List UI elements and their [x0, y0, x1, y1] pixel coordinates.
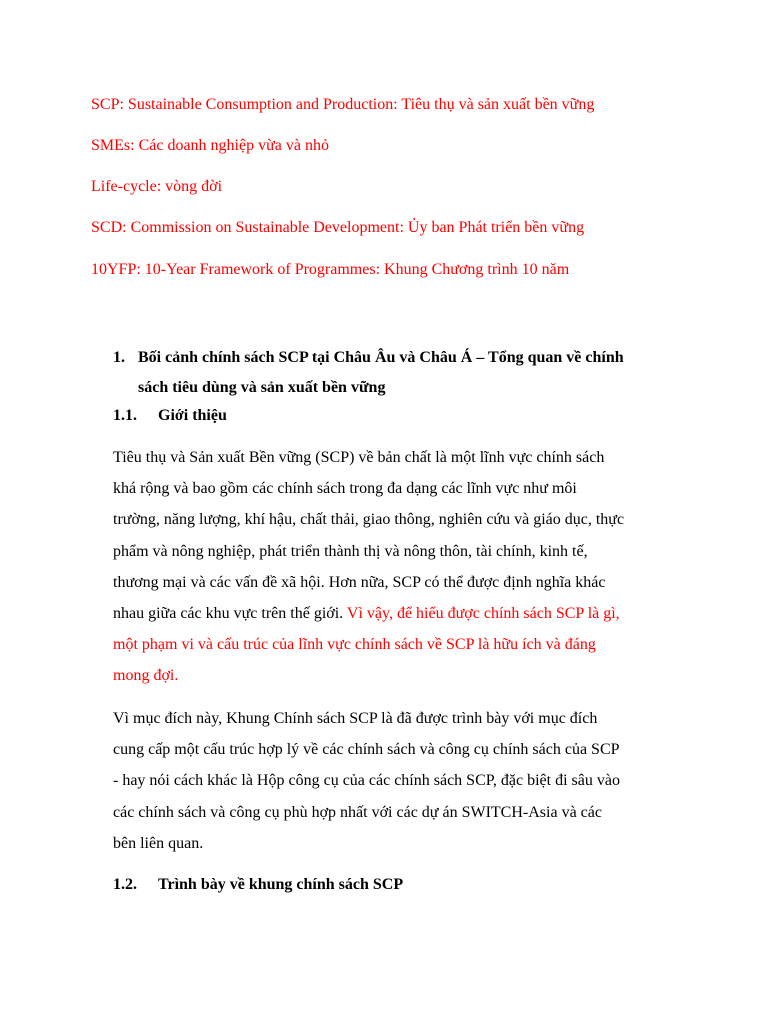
section-1-title-line2: sách tiêu dùng và sản xuất bền vững — [138, 379, 386, 396]
paragraph-line: - hay nói cách khác là Hộp công cụ của các chính sách SCP, đặc biệt đi sâu vào — [113, 772, 620, 790]
paragraph-line: khá rộng và bao gồm các chính sách trong đa dạng các lĩnh vực như môi — [113, 480, 577, 498]
paragraph-line: phẩm và nông nghiệp, phát triển thành thị và nông thôn, tài chính, kinh tế, — [113, 542, 588, 560]
section-1-2-heading — [113, 875, 403, 895]
section-1-title-line1: Bối cảnh chính sách SCP tại Châu Âu và Châu Á – Tổng quan về chính — [138, 349, 624, 366]
highlighted-text: Vì vậy, để hiểu được chính sách SCP là gì, — [346, 605, 620, 623]
paragraph-text: nhau giữa các khu vực trên thế giới. — [113, 605, 347, 623]
paragraph-line: thương mại và các vấn đề xã hội. Hơn nữa, SCP có thể được định nghĩa khác — [113, 573, 606, 591]
section-1-1-heading — [113, 406, 227, 426]
paragraph-purpose — [113, 703, 678, 859]
abbreviation-scp: SCP: Sustainable Consumption and Production: Tiêu thụ và sản xuất bền vững — [91, 96, 595, 113]
section-1-number: 1. — [113, 349, 125, 366]
paragraph-line: Tiêu thụ và Sản xuất Bền vững (SCP) về bản chất là một lĩnh vực chính sách — [113, 449, 605, 466]
paragraph-intro — [113, 442, 678, 692]
abbreviation-scd: SCD: Commission on Sustainable Development: Ủy ban Phát triển bền vững — [91, 219, 585, 236]
highlighted-line: mong đợi. — [113, 667, 179, 685]
section-1-1-number: 1.1. — [113, 407, 137, 424]
section-1-2-number: 1.2. — [113, 876, 137, 893]
paragraph-line: cung cấp một cấu trúc hợp lý về các chính sách và công cụ chính sách của SCP — [113, 741, 620, 759]
abbreviation-life-cycle: Life-cycle: vòng đời — [91, 178, 223, 195]
paragraph-line: Vì mục đích này, Khung Chính sách SCP là đã được trình bày với mục đích — [113, 710, 598, 727]
highlighted-line: một phạm vi và cấu trúc của lĩnh vực chính sách về SCP là hữu ích và đáng — [113, 636, 596, 654]
paragraph-line-mixed — [113, 598, 678, 629]
paragraph-line: các chính sách và công cụ phù hợp nhất với các dự án SWITCH-Asia và các — [113, 803, 602, 821]
section-1-heading — [113, 343, 703, 403]
section-1-2-title: Trình bày về khung chính sách SCP — [158, 876, 404, 893]
abbreviation-10yfp: 10YFP: 10-Year Framework of Programmes: Khung Chương trình 10 năm — [91, 261, 570, 278]
abbreviation-smes: SMEs: Các doanh nghiệp vừa và nhỏ — [91, 137, 329, 154]
section-1-1-title: Giới thiệu — [158, 407, 227, 424]
paragraph-line: trường, năng lượng, khí hậu, chất thải, giao thông, nghiên cứu và giáo dục, thực — [113, 511, 625, 529]
paragraph-line: bên liên quan. — [113, 834, 204, 852]
